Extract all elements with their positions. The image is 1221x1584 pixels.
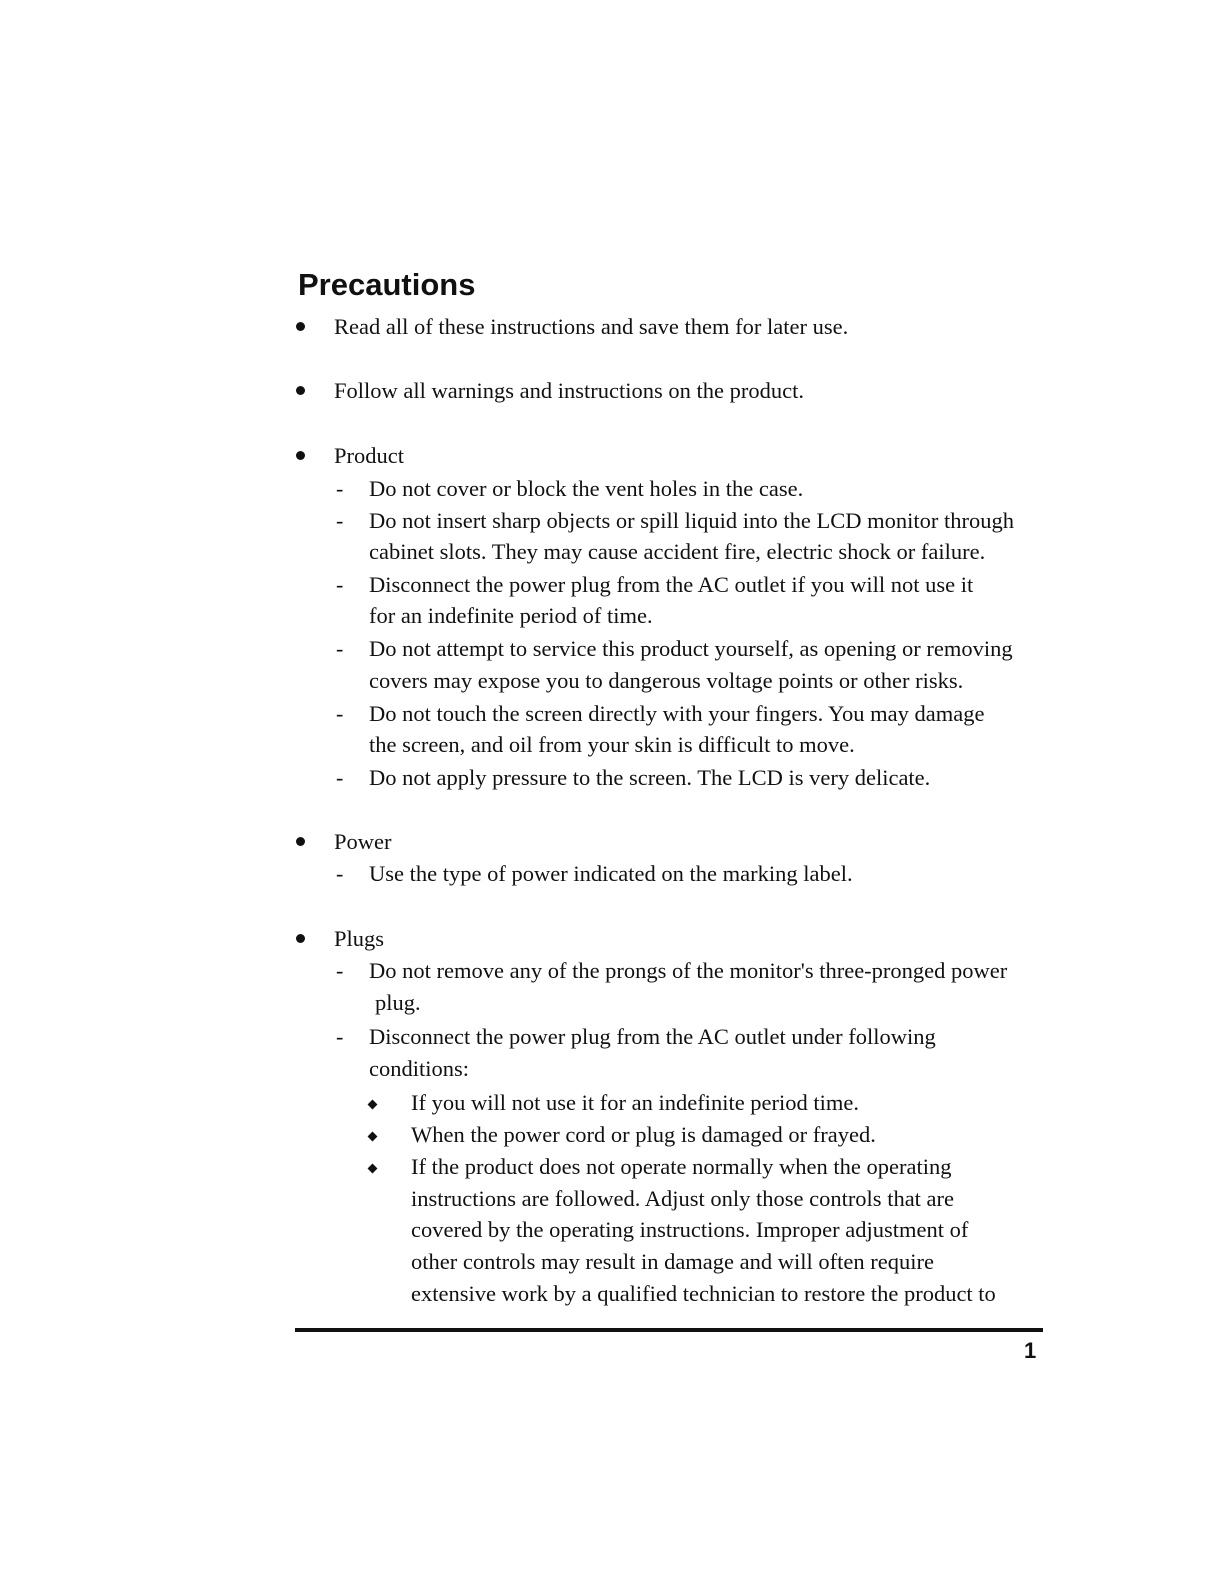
list-item: Read all of these instructions and save them for later use. (334, 314, 849, 339)
list-item-cont: cabinet slots. They may cause accident fire, electric shock or failure. (369, 539, 986, 564)
condition-item-cont: covered by the operating instructions. Improper adjustment of (411, 1217, 969, 1242)
page-number: 1 (1024, 1338, 1037, 1363)
dash-icon: - (336, 958, 344, 983)
list-item: Do not apply pressure to the screen. The LCD is very delicate. (369, 765, 931, 790)
list-item: Do not remove any of the prongs of the monitor's three-pronged power (369, 958, 1008, 983)
list-item: Do not insert sharp objects or spill liquid into the LCD monitor through (369, 508, 1014, 533)
condition-item: When the power cord or plug is damaged or frayed. (411, 1122, 876, 1147)
bullet-icon (296, 386, 305, 395)
condition-item-cont: other controls may result in damage and will often require (411, 1249, 934, 1274)
list-item: Do not attempt to service this product yourself, as opening or removing (369, 636, 1013, 661)
bullet-icon (296, 837, 305, 846)
section-label-product: Product (334, 443, 404, 468)
list-item-cont: conditions: (369, 1056, 469, 1081)
list-item-cont: covers may expose you to dangerous voltage points or other risks. (369, 668, 964, 693)
list-item-cont: for an indefinite period of time. (369, 603, 653, 628)
diamond-bullet-icon (368, 1132, 378, 1142)
bullet-icon (296, 322, 305, 331)
bullet-icon (296, 451, 305, 460)
list-item: Follow all warnings and instructions on the product. (334, 378, 804, 403)
section-label-plugs: Plugs (334, 926, 385, 951)
diamond-bullet-icon (368, 1164, 378, 1174)
dash-icon: - (336, 636, 344, 661)
dash-icon: - (336, 1024, 344, 1049)
dash-icon: - (336, 572, 344, 597)
list-item-cont: the screen, and oil from your skin is difficult to move. (369, 732, 855, 757)
list-item: Disconnect the power plug from the AC outlet under following (369, 1024, 936, 1049)
dash-icon: - (336, 861, 344, 886)
page-title: Precautions (298, 267, 476, 302)
footer-rule (295, 1328, 1043, 1332)
bullet-icon (296, 934, 305, 943)
list-item: Do not cover or block the vent holes in the case. (369, 476, 804, 501)
condition-item: If you will not use it for an indefinite period time. (411, 1090, 860, 1115)
dash-icon: - (336, 476, 344, 501)
dash-icon: - (336, 701, 344, 726)
list-item-cont: plug. (375, 990, 421, 1015)
dash-icon: - (336, 765, 344, 790)
list-item: Use the type of power indicated on the marking label. (369, 861, 853, 886)
condition-item-cont: instructions are followed. Adjust only those controls that are (411, 1186, 955, 1211)
condition-item-cont: extensive work by a qualified technician to restore the product to (411, 1281, 996, 1306)
dash-icon: - (336, 508, 344, 533)
list-item: Do not touch the screen directly with your fingers. You may damage (369, 701, 985, 726)
section-label-power: Power (334, 829, 392, 854)
list-item: Disconnect the power plug from the AC outlet if you will not use it (369, 572, 974, 597)
diamond-bullet-icon (368, 1100, 378, 1110)
condition-item: If the product does not operate normally when the operating (411, 1154, 952, 1179)
